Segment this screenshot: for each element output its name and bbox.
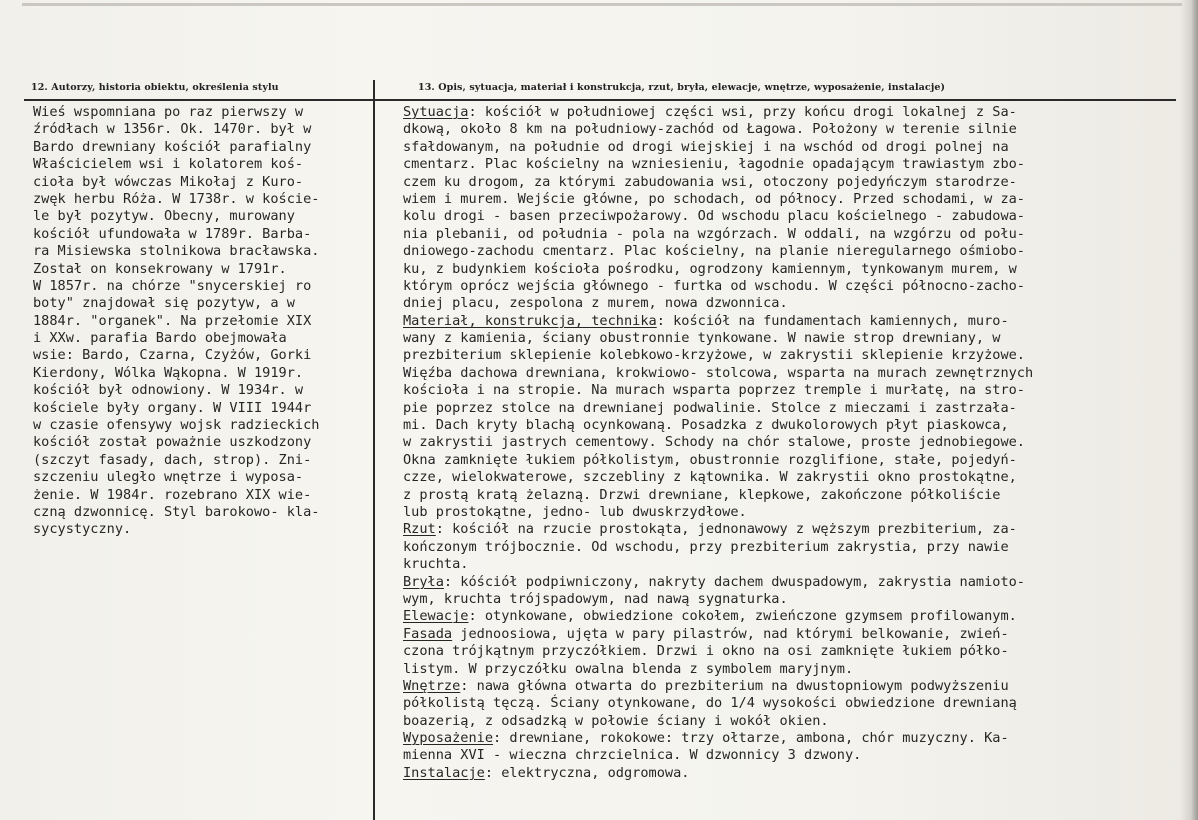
description-text-line — [403, 556, 1033, 573]
description-text-line — [403, 313, 1033, 330]
section-label: Bryła — [403, 573, 444, 590]
description-text-line — [403, 504, 1033, 521]
history-text-line: (szczyt fasady, dach, strop). Zni- — [33, 451, 312, 468]
description-text: czona trójkątnym przyczółkiem. Drzwi i okno na osi zamknięte łukiem półko- — [403, 643, 1009, 660]
description-text: : kościół na fundamentach kamiennych, muro- — [656, 312, 1009, 329]
history-text-line: kościół był odnowiony. W 1934r. w — [33, 382, 304, 399]
description-text: w zakrystii jastrych cementowy. Schody na chór stalowe, proste jednobiegowe. — [403, 434, 1025, 451]
history-text-line: le był pozytyw. Obecny, murowany — [33, 208, 295, 225]
description-text: kolu drogi - basen przeciwpożarowy. Od wschodu placu kościelnego - zabudowa- — [403, 208, 1025, 225]
description-text: listym. W przyczółku owalna blenda z symbolem maryjnym. — [403, 660, 854, 677]
description-text-line — [403, 365, 1033, 382]
description-text-line — [403, 765, 1033, 782]
history-text-line: źródłach w 1356r. Ok. 1470r. był w — [33, 121, 312, 138]
description-text: : otynkowane, obwiedzione cokołem, zwieńczone gzymsem profilowanym. — [468, 608, 1017, 625]
header-divider — [24, 99, 1176, 101]
history-text-line: w czasie ofensywy wojsk radzieckich — [33, 417, 320, 434]
history-text-line: kościele były organy. W VIII 1944r — [33, 399, 312, 416]
section-label: Rzut — [403, 521, 436, 538]
history-text-line: ra Misiewska stolnikowa bracławska. — [33, 243, 320, 260]
section-label: Fasada — [403, 625, 453, 642]
history-text-line: cioła był wówczas Mikołaj z Kuro- — [33, 173, 304, 190]
description-text: wym, kruchta trójspadowym, nad nawą sygnaturka. — [403, 590, 788, 607]
description-text: dniowego-zachodu cmentarz. Plac kościelny, na planie nieregularnego ośmiobo- — [403, 243, 1025, 260]
description-text: prezbiterium sklepienie kolebkowo-krzyżowe, w zakrystii sklepienie krzyżowe. — [403, 347, 1025, 364]
description-text: mienna XVI - wieczna chrzcielnica. W dzwonnicy 3 dzwony. — [403, 747, 862, 764]
description-text: jednoosiowa, ujęta w pary pilastrów, nad którymi belkowanie, zwień- — [452, 625, 1009, 642]
description-text-line — [403, 730, 1033, 747]
description-text: boazerią, z odsadzką w połowie ściany i wokół okien. — [403, 712, 829, 729]
history-text-line: Właścicielem wsi i kolatorem koś- — [33, 156, 304, 173]
description-text-line — [403, 661, 1033, 678]
section-label: Instalacje — [403, 764, 485, 781]
section-label: Materiał, konstrukcja, technika — [403, 312, 657, 329]
description-text: mi. Dach kryty blachą ocynkowaną. Posadzka z dwukolorowych płyt piaskowca, — [403, 417, 1009, 434]
history-text-line: i XXw. parafia Bardo obejmowała — [33, 330, 287, 347]
description-text-line — [403, 295, 1033, 312]
history-text-line: Bardo drewniany kościół parafialny — [33, 138, 312, 155]
description-text: kościoła i na stropie. Na murach wsparta poprzez tremple i murłatę, na stro- — [403, 382, 1025, 399]
history-text-line: kościół ufundowała w 1789r. Barba- — [33, 225, 312, 242]
description-text-line — [403, 382, 1033, 399]
section-label: Wyposażenie — [403, 730, 494, 747]
description-text-line — [403, 174, 1033, 191]
history-text-line: kościół został poważnie uszkodzony — [33, 434, 312, 451]
description-text: nia plebanii, od południa - pola na wzgórzach. W oddali, na wzgórzu od połu- — [403, 225, 1025, 242]
description-text: półkolistą tęczą. Ściany otynkowane, do 1/4 wysokości obwiedzione drewnianą — [403, 695, 1017, 712]
history-text-line: czną dzwonnicę. Styl barokowo- kla- — [33, 503, 320, 520]
description-text: Więźba dachowa drewniana, krokwiowo- stolcowa, wsparta na murach zewnętrznych — [403, 364, 1034, 381]
binding-shadow — [1180, 0, 1198, 820]
history-text-column — [33, 104, 319, 539]
description-text: : kościół na rzucie prostokąta, jednonawowy z węższym prezbiterium, za- — [435, 521, 1017, 538]
description-text-line — [403, 434, 1033, 451]
description-text: cmentarz. Plac kościelny na wzniesieniu, łagodnie opadającym trawiastym zbo- — [403, 156, 1025, 173]
description-text: : kóściół podpiwniczony, nakryty dachem dwuspadowym, zakrystia namioto- — [443, 573, 1025, 590]
description-text: kończonym trójbocznie. Od wschodu, przy prezbiterium zakrystia, przy nawie — [403, 538, 1009, 555]
description-text: sfałdowanym, na południe od drogi wiejskiej i na wschód od drogi polnej na — [403, 138, 1009, 155]
section-label: Sytuacja — [403, 104, 469, 120]
description-text: dniej placu, zespolona z murem, nowa dzwonnica. — [403, 295, 788, 312]
history-text-line: żenie. W 1984r. rozebrano XIX wie- — [33, 486, 312, 503]
description-text: z prostą kratą żelazną. Drzwi drewniane, klepkowe, zakończone półkoliście — [403, 486, 1001, 503]
description-text: czem ku drogom, za którymi zabudowania wsi, otoczony pojedyńczym starodrze- — [403, 173, 1017, 190]
history-text-line: zwęk herbu Róża. W 1738r. w koście- — [33, 190, 320, 207]
description-text: którym oprócz wejścia głównego - furtka od wschodu. W części północno-zacho- — [403, 277, 1025, 294]
description-text: wany z kamienia, ściany obustronnie tynkowane. W nawie strop drewniany, w — [403, 330, 1001, 347]
description-text-line — [403, 695, 1033, 712]
description-text: pie poprzez stolce na drewnianej podwalinie. Stolce z mieczami i zastrzała- — [403, 399, 1017, 416]
description-text-line — [403, 626, 1033, 643]
column-divider — [373, 80, 375, 820]
description-text-line — [403, 678, 1033, 695]
description-text-line — [403, 400, 1033, 417]
description-text: : kościół w południowej części wsi, przy końcu drogi lokalnej z Sa- — [468, 104, 1017, 120]
history-text-line: wsie: Bardo, Czarna, Czyżów, Gorki — [33, 347, 312, 364]
description-text: czze, wielokwaterowe, szczebliny z kątownika. W zakrystii okno prostokątne, — [403, 469, 1017, 486]
section-label: Elewacje — [403, 608, 469, 625]
description-text-line — [403, 121, 1033, 138]
description-text-line — [403, 643, 1033, 660]
description-text-line — [403, 191, 1033, 208]
description-text-line — [403, 243, 1033, 260]
history-text-line: 1884r. "organek". Na przełomie XIX — [33, 312, 312, 329]
history-text-line: sycystyczny. — [33, 521, 132, 538]
description-text-line — [403, 521, 1033, 538]
description-text-line — [403, 747, 1033, 764]
description-text-line — [403, 452, 1033, 469]
section-12-header: 12. Autorzy, historia obiektu, określenia stylu — [31, 82, 279, 93]
description-text-line — [403, 330, 1033, 347]
history-text-line: Kierdony, Wólka Wąkopna. W 1919r. — [33, 364, 304, 381]
description-text-line — [403, 417, 1033, 434]
history-text-line: Wieś wspomniana po raz pierwszy w — [33, 104, 304, 120]
description-text-line — [403, 469, 1033, 486]
description-text-line — [403, 713, 1033, 730]
section-label: Wnętrze — [403, 677, 461, 694]
description-text-line — [403, 574, 1033, 591]
description-text: lub prostokątne, jedno- lub dwuskrzydłowe. — [403, 503, 747, 520]
description-text: : drewniane, rokokowe: trzy ołtarze, ambona, chór muzyczny. Ka- — [493, 730, 1009, 747]
description-text-column — [403, 104, 1033, 782]
section-13-header: 13. Opis, sytuacja, materiał i konstrukcja, rzut, bryła, elewacje, wnętrze, wyposażenie, instalacje) — [418, 82, 946, 93]
description-text-line — [403, 487, 1033, 504]
description-text-line — [403, 208, 1033, 225]
description-text: wiem i murem. Wejście główne, po schodach, od północy. Przed schodami, w za- — [403, 190, 1025, 207]
history-text-line: W 1857r. na chórze "snycerskiej ro — [33, 277, 312, 294]
description-text-line — [403, 278, 1033, 295]
description-text-line — [403, 539, 1033, 556]
history-text-line: Został on konsekrowany w 1791r. — [33, 260, 287, 277]
description-text-line — [403, 608, 1033, 625]
description-text: Okna zamknięte łukiem półkolistym, obustronnie rozglifione, stałe, pojedyń- — [403, 451, 1017, 468]
description-text: : elektryczna, odgromowa. — [484, 764, 690, 781]
top-edge-strip — [22, 3, 1182, 6]
description-text-line — [403, 261, 1033, 278]
description-text: : nawa główna otwarta do prezbiterium na dwustopniowym podwyższeniu — [460, 677, 1009, 694]
description-text-line — [403, 139, 1033, 156]
description-text-line — [403, 156, 1033, 173]
history-text-line: szczeniu uległo wnętrze i wyposa- — [33, 469, 304, 486]
description-text: ku, z budynkiem kościoła pośrodku, ogrodzony kamiennym, tynkowanym murem, w — [403, 260, 1017, 277]
description-text-line — [403, 104, 1033, 121]
description-text: dkową, około 8 km na południowy-zachód od Łagowa. Położony w terenie silnie — [403, 121, 1017, 138]
description-text-line — [403, 226, 1033, 243]
description-text-line — [403, 347, 1033, 364]
description-text: kruchta. — [403, 556, 469, 573]
description-text-line — [403, 591, 1033, 608]
history-text-line: boty" znajdował się pozytyw, a w — [33, 295, 295, 312]
